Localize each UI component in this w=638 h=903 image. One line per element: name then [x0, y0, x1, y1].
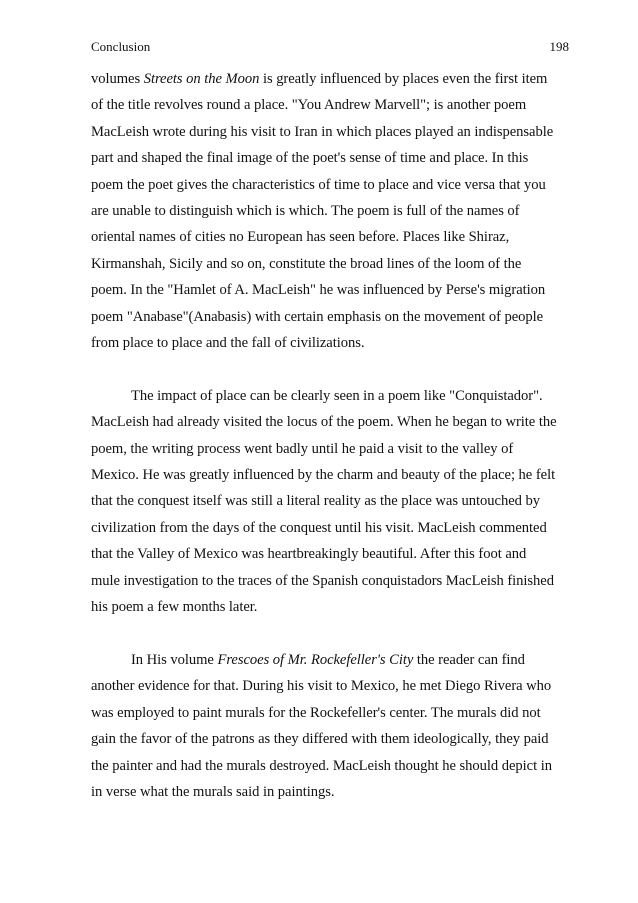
text-line: Mexico. He was greatly influenced by the charm and beauty of the place; he felt: [91, 467, 556, 484]
text-line: mule investigation to the traces of the Spanish conquistadors MacLeish finished: [91, 572, 554, 589]
text-line: civilization from the days of the conquest until his visit. MacLeish commented: [91, 519, 547, 536]
paragraph-3: [91, 647, 572, 805]
paragraph-1: [91, 66, 572, 356]
text-line: are unable to distinguish which is which. The poem is full of the names of: [91, 203, 520, 220]
paragraph-2: [91, 383, 572, 621]
text-line: poem. In the "Hamlet of A. MacLeish" he was influenced by Perse's migration: [91, 282, 546, 299]
text-line: In His volume Frescoes of Mr. Rockefeller's City the reader can find: [131, 651, 525, 668]
text-line: part and shaped the final image of the poet's sense of time and place. In this: [91, 150, 529, 167]
text-line: of the title revolves round a place. "You Andrew Marvell"; is another poem: [91, 97, 527, 114]
text-line: volumes Streets on the Moon is greatly influenced by places even the first item: [91, 71, 548, 87]
text-line: poem "Anabase"(Anabasis) with certain emphasis on the movement of people: [91, 308, 544, 325]
text-line: poem, the writing process went badly until he paid a visit to the valley of: [91, 440, 514, 457]
text-line: in verse what the murals said in paintings.: [91, 783, 335, 800]
text-line: MacLeish had already visited the locus of the poem. When he began to write the: [91, 414, 557, 431]
text-line: Kirmanshah, Sicily and so on, constitute the broad lines of the loom of the: [91, 255, 522, 272]
text-line: that the Valley of Mexico was heartbreakingly beautiful. After this foot and: [91, 546, 527, 563]
text-line: gain the favor of the patrons as they differed with them ideologically, they paid: [91, 731, 549, 748]
text-line: The impact of place can be clearly seen in a poem like "Conquistador".: [131, 387, 543, 404]
body-text: [91, 66, 572, 805]
text-line: oriental names of cities no European has seen before. Places like Shiraz,: [91, 229, 510, 246]
page-number: 198: [549, 39, 569, 54]
book-title: Frescoes of Mr. Rockefeller's City: [217, 651, 414, 668]
text-line: was employed to paint murals for the Rockefeller's center. The murals did not: [91, 704, 541, 721]
running-header: [91, 37, 569, 57]
book-title: Streets on the Moon: [143, 71, 260, 87]
text-line: the painter and had the murals destroyed. MacLeish thought he should depict in: [91, 757, 552, 774]
text-line: his poem a few months later.: [91, 599, 258, 616]
text-line: from place to place and the fall of civilizations.: [91, 335, 365, 352]
text-line: MacLeish wrote during his visit to Iran in which places played an indispensable: [91, 123, 554, 140]
text-line: another evidence for that. During his visit to Mexico, he met Diego Rivera who: [91, 678, 552, 695]
text-line: that the conquest itself was still a literal reality as the place was untouched by: [91, 493, 540, 510]
text-line: poem the poet gives the characteristics of time to place and vice versa that you: [91, 176, 546, 193]
chapter-title: Conclusion: [91, 39, 151, 54]
